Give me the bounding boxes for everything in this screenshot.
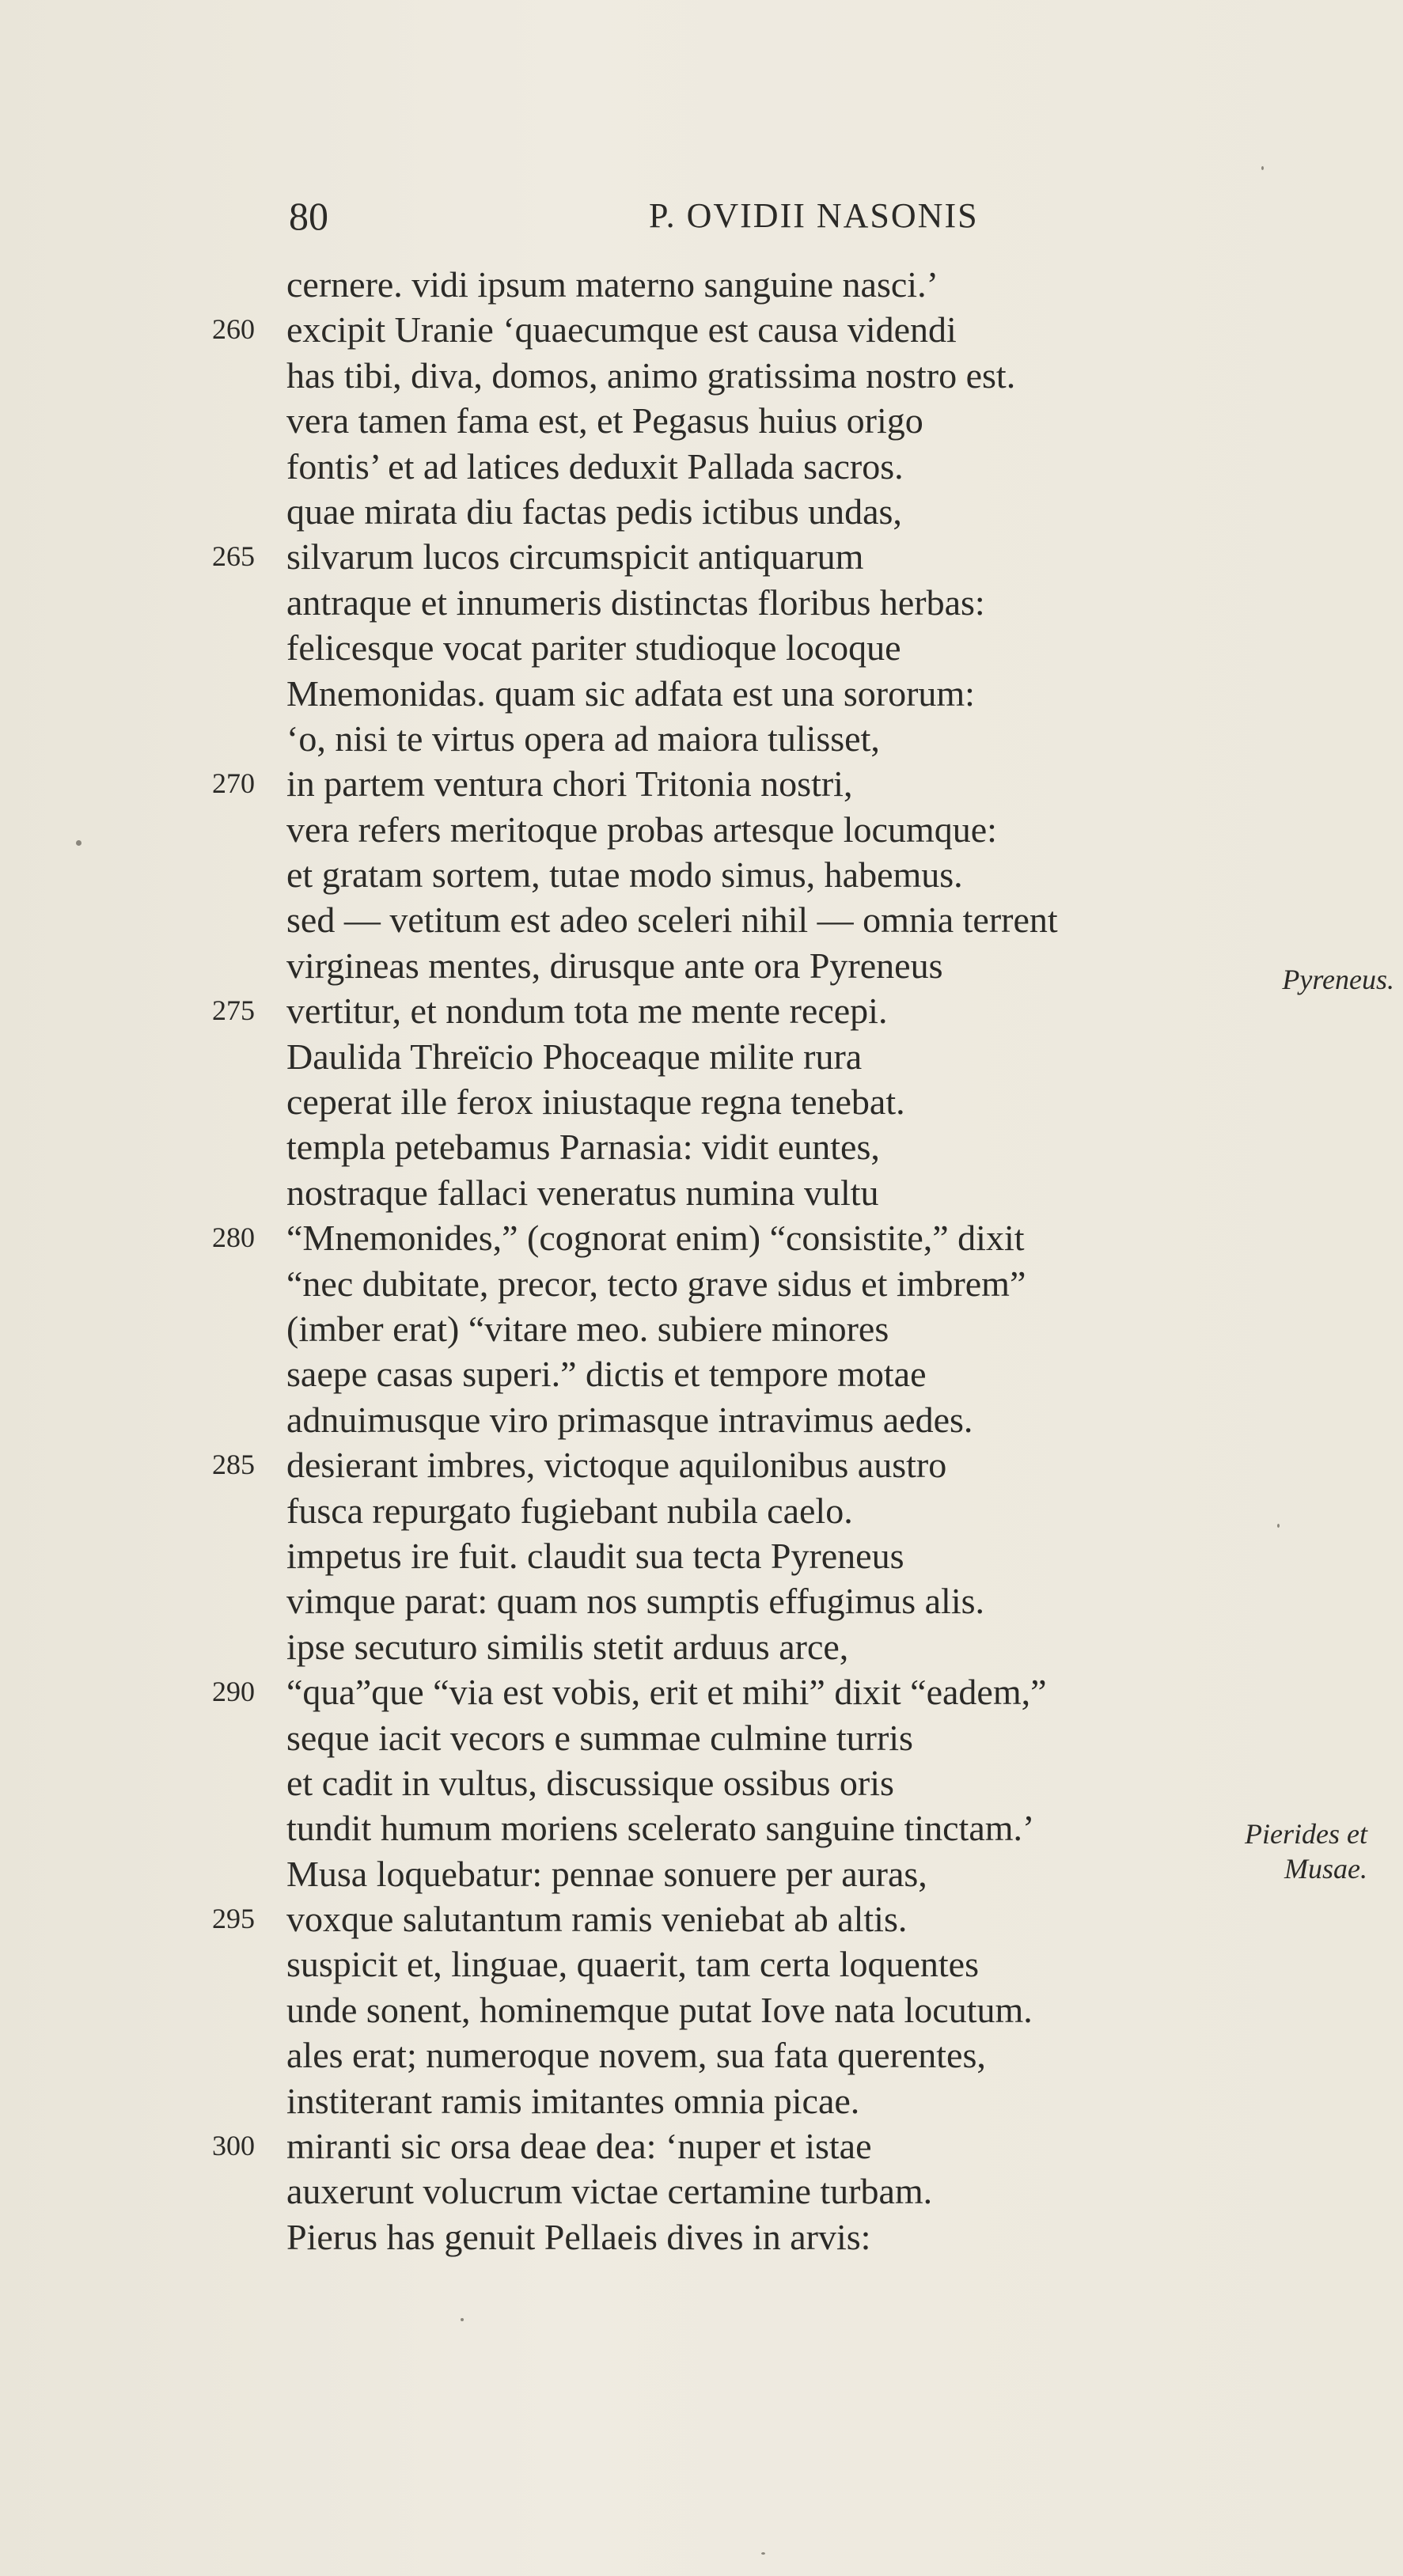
line-text: impetus ire fuit. claudit sua tecta Pyreneus [286, 1535, 904, 1576]
verse-line [0, 1715, 1403, 1760]
verse-line [0, 1578, 1403, 1623]
verse-line [0, 716, 1403, 761]
line-text: auxerunt volucrum victae certamine turbam. [286, 2171, 933, 2212]
paper-speck [1277, 1524, 1280, 1528]
line-text: fontis’ et ad latices deduxit Pallada sacros. [286, 445, 904, 487]
line-number: 295 [212, 1903, 255, 1935]
line-text: saepe casas superi.” dictis et tempore motae [286, 1354, 927, 1395]
verse-line [0, 1215, 1403, 1260]
verse-line [0, 580, 1403, 625]
line-text: suspicit et, linguae, quaerit, tam certa loquentes [286, 1944, 979, 1985]
paper-speck [461, 2318, 464, 2321]
line-text: ceperat ille ferox iniustaque regna tenebat. [286, 1082, 905, 1123]
line-text: “Mnemonides,” (cognorat enim) “consistite,” dixit [286, 1218, 1025, 1259]
line-text: Daulida Threïcio Phoceaque milite rura [286, 1036, 863, 1077]
line-text: vertitur, et nondum tota me mente recepi. [286, 991, 888, 1032]
line-text: antraque et innumeris distinctas floribus herbas: [286, 581, 985, 623]
line-number: 265 [212, 540, 255, 573]
line-text: nostraque fallaci veneratus numina vultu [286, 1172, 879, 1213]
paper-speck [1261, 166, 1264, 170]
line-text: Musa loquebatur: pennae sonuere per auras, [286, 1853, 927, 1894]
page-number: 80 [289, 194, 328, 238]
verse-line [0, 1760, 1403, 1805]
line-number: 300 [212, 2130, 255, 2162]
line-text: fusca repurgato fugiebant nubila caelo. [286, 1490, 853, 1531]
verse-line [0, 1124, 1403, 1169]
verse-line [0, 1488, 1403, 1533]
line-text: virgineas mentes, dirusque ante ora Pyreneus [286, 945, 943, 986]
line-number: 270 [212, 767, 255, 800]
line-text: templa petebamus Parnasia: vidit euntes, [286, 1127, 880, 1168]
running-head [0, 188, 1403, 244]
line-text: felicesque vocat pariter studioque locoque [286, 627, 901, 669]
line-text: excipit Uranie ‘quaecumque est causa videndi [286, 309, 957, 350]
line-text: tundit humum moriens scelerato sanguine tinctam.’ [286, 1808, 1035, 1849]
verse-line [0, 625, 1403, 670]
line-text: voxque salutantum ramis veniebat ab altis. [286, 1899, 908, 1940]
verse-line [0, 1624, 1403, 1669]
verse-line [0, 1533, 1403, 1578]
line-text: cernere. vidi ipsum materno sanguine nasci.’ [286, 264, 938, 305]
verse-line [0, 262, 1403, 307]
verse-line [0, 2214, 1403, 2260]
verse-line [0, 807, 1403, 852]
paper-speck [761, 2552, 765, 2555]
line-text: has tibi, diva, domos, animo gratissima nostro est. [286, 354, 1016, 396]
marginal-note-pierides [1165, 1816, 1367, 1886]
verse-line [0, 1079, 1403, 1124]
line-text: “nec dubitate, precor, tecto grave sidus et imbrem” [286, 1263, 1026, 1304]
line-text: vera refers meritoque probas artesque locumque: [286, 809, 997, 850]
line-text: ‘o, nisi te virtus opera ad maiora tulisset, [286, 718, 880, 759]
verse-line [0, 761, 1403, 806]
line-number: 285 [212, 1449, 255, 1481]
verse-line [0, 1306, 1403, 1351]
verse-line [0, 1351, 1403, 1396]
verse-line [0, 444, 1403, 489]
verse-line [0, 1669, 1403, 1714]
verse-line [0, 897, 1403, 942]
verse-line [0, 2123, 1403, 2169]
verse-line [0, 1034, 1403, 1079]
line-text: in partem ventura chori Tritonia nostri, [286, 763, 853, 805]
line-text: vimque parat: quam nos sumptis effugimus alis. [286, 1581, 984, 1622]
verse-line [0, 2169, 1403, 2214]
verse-line [0, 489, 1403, 534]
verse-line [0, 2078, 1403, 2123]
verse-line [0, 1170, 1403, 1215]
marginal-note-pyreneus: Pyreneus. [1282, 964, 1394, 995]
verse-line [0, 1397, 1403, 1442]
line-text: adnuimusque viro primasque intravimus aedes. [286, 1399, 973, 1440]
line-text: institerant ramis imitantes omnia picae. [286, 2080, 860, 2121]
verse-line [0, 353, 1403, 398]
line-text: et cadit in vultus, discussique ossibus oris [286, 1762, 894, 1803]
line-text: et gratam sortem, tutae modo simus, habemus. [286, 854, 963, 896]
verse-line [0, 307, 1403, 352]
line-text: ales erat; numeroque novem, sua fata querentes, [286, 2035, 986, 2076]
line-text: miranti sic orsa deae dea: ‘nuper et istae [286, 2126, 872, 2167]
line-text: “qua”que “via est vobis, erit et mihi” dixit “eadem,” [286, 1672, 1047, 1713]
verse-line [0, 534, 1403, 579]
verse-line [0, 2032, 1403, 2078]
verse-line [0, 988, 1403, 1033]
line-text: unde sonent, hominemque putat Iove nata locutum. [286, 1989, 1033, 2030]
verse-line [0, 1261, 1403, 1306]
line-text: Pierus has genuit Pellaeis dives in arvis: [286, 2216, 871, 2257]
line-text: quae mirata diu factas pedis ictibus undas, [286, 491, 902, 532]
line-text: desierant imbres, victoque aquilonibus austro [286, 1445, 947, 1486]
line-number: 280 [212, 1222, 255, 1254]
line-text: sed — vetitum est adeo sceleri nihil — omnia terrent [286, 900, 1058, 941]
paper-speck [76, 840, 82, 846]
verse-line [0, 852, 1403, 897]
line-number: 260 [212, 313, 255, 346]
verse-line [0, 1987, 1403, 2032]
line-number: 290 [212, 1676, 255, 1708]
line-text: seque iacit vecors e summae culmine turris [286, 1717, 913, 1758]
line-text: silvarum lucos circumspicit antiquarum [286, 536, 864, 578]
verse-line [0, 943, 1403, 988]
marginal-note-pierides-line1: Pierides et [1245, 1818, 1367, 1850]
verse-line [0, 1442, 1403, 1487]
verse-line [0, 671, 1403, 716]
verse-line [0, 1896, 1403, 1941]
verse-line [0, 1941, 1403, 1987]
line-text: Mnemonidas. quam sic adfata est una sororum: [286, 672, 975, 714]
line-text: (imber erat) “vitare meo. subiere minores [286, 1308, 889, 1349]
verse-line [0, 398, 1403, 443]
line-text: ipse secuturo similis stetit arduus arce, [286, 1626, 849, 1667]
page-title: P. OVIDII NASONIS [649, 196, 979, 235]
verse-block [0, 262, 1403, 2260]
line-number: 275 [212, 994, 255, 1027]
marginal-note-pierides-line2: Musae. [1284, 1853, 1367, 1885]
line-text: vera tamen fama est, et Pegasus huius origo [286, 400, 923, 441]
